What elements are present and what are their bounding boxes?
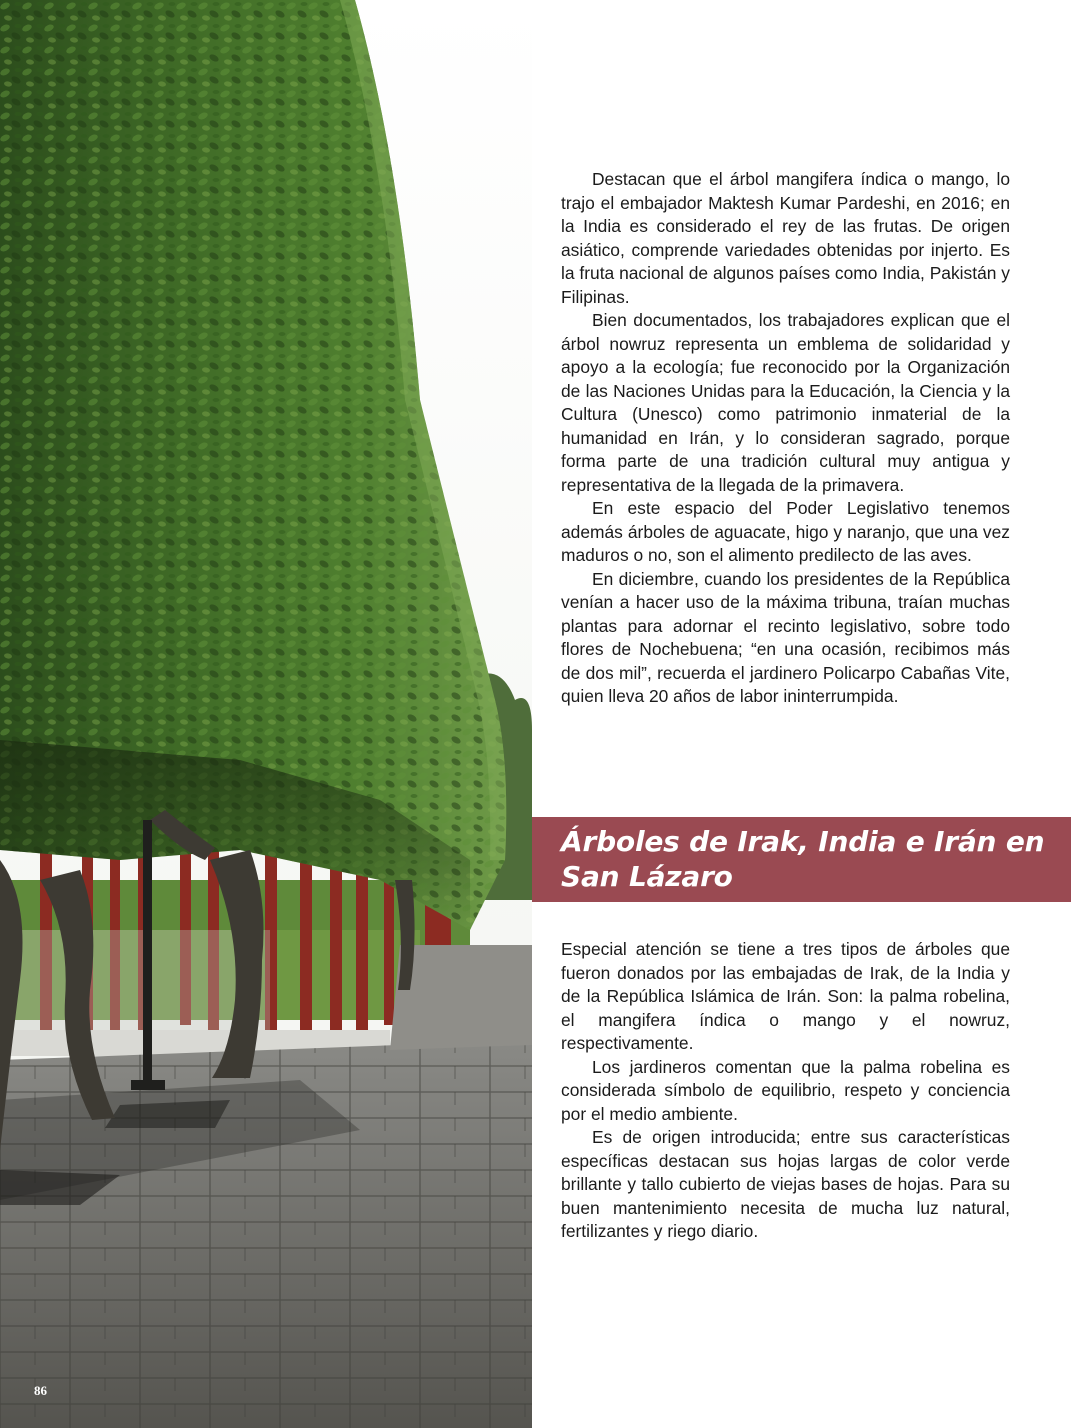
article-text-top (561, 168, 1010, 709)
page-number: 86 (34, 1383, 47, 1398)
section-heading: Árboles de Irak, India e Irán en San Lázaro (561, 825, 1045, 893)
tree-walkway-photo (0, 0, 532, 1428)
section-heading-band (532, 817, 1071, 902)
paragraph: Es de origen introducida; entre sus características específicas destacan sus hojas largas de color verde brillante y tallo cubierto de viejas bases de hojas. Para su buen mantenimiento necesita de mucha luz natural, fertilizantes y riego diario. (561, 1127, 1010, 1241)
paragraph: Los jardineros comentan que la palma robelina es considerada símbolo de equilibrio, respeto y conciencia por el medio ambiente. (561, 1056, 1010, 1124)
paragraph: En este espacio del Poder Legislativo tenemos además árboles de aguacate, higo y naranjo, que una vez maduros o no, son el alimento predilecto de las aves. (561, 498, 1010, 565)
article-text-bottom (561, 938, 1010, 1244)
paragraph: Bien documentados, los trabajadores explican que el árbol nowruz representa un emblema de solidaridad y apoyo a la ecología; fue reconocido por la Organización de las Naciones Unidas para la Educación, la Ciencia y la Cultura (Unesco) como patrimonio inmaterial de la humanidad en Irán, y lo consideran sagrado, porque forma parte de una tradición cultural muy antigua y representativa de la llegada de la primavera. (561, 310, 1010, 495)
paragraph: Destacan que el árbol mangifera índica o mango, lo trajo el embajador Maktesh Kumar Pardeshi, en 2016; en la India es considerado el rey de las frutas. De origen asiático, comprende variedades obtenidas por injerto. Es la fruta nacional de algunos países como India, Pakistán y Filipinas. (561, 169, 1010, 307)
paragraph: En diciembre, cuando los presidentes de la República venían a hacer uso de la máxima tribuna, traían muchas plantas para adornar el recinto legislativo, sobre todo flores de Nochebuena; “en una ocasión, recibimos más de dos mil”, recuerda el jardinero Policarpo Cabañas Vite, quien lleva 20 años de labor ininterrumpida. (561, 568, 1010, 706)
paragraph: Especial atención se tiene a tres tipos de árboles que fueron donados por las embajadas de Irak, de la India y de la República Islámica de Irán. Son: la palma robelina, el mangifera índica o mango y el nowruz, respectivamente. (561, 939, 1010, 1053)
